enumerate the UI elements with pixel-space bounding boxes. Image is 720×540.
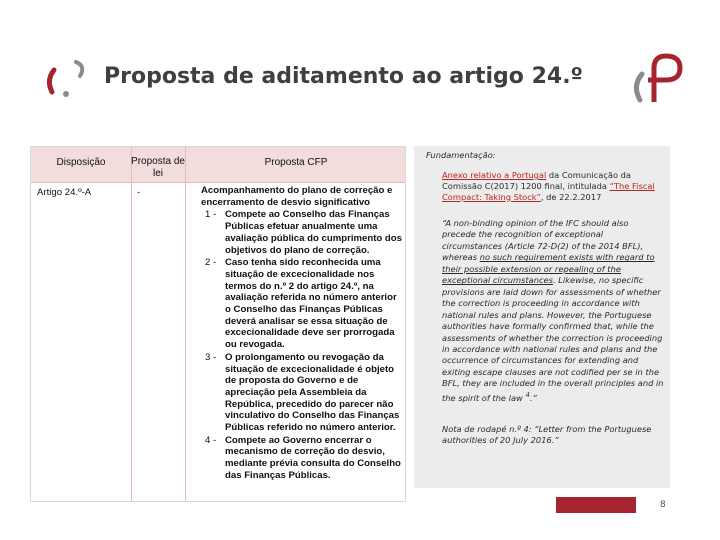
cfp-logo-icon [44, 56, 94, 100]
item-number: 2 - [205, 257, 217, 269]
item-number: 4 - [205, 434, 217, 446]
cfp-brand-logo-icon [628, 50, 686, 108]
proposal-table [30, 146, 406, 502]
list-item [197, 435, 405, 482]
anexo-link[interactable]: Anexo relativo a Portugal [442, 170, 547, 180]
list-item [197, 209, 405, 256]
anexo-date: , de 22.2.2017 [540, 191, 602, 202]
quote-underlined: no such requirement exists with regard to their possible extension or repealing of the exceptional circumstances [442, 252, 655, 286]
header-divider [31, 182, 405, 183]
header-disposicao: Disposição [56, 157, 106, 168]
header-proposta-cfp: Proposta CFP [264, 157, 328, 168]
quote-text: “A non-binding opinion of the IFC should also precede the recognition of exceptional circumstances (Article 72-D(2) of the 2014 BFL), whereas [442, 218, 644, 263]
column-divider [185, 147, 186, 501]
cell-proposta-cfp [197, 185, 405, 482]
list-item [197, 257, 405, 351]
item-text: O prolongamento ou revogação da situação de excecionalidade é objeto de proposta do Governo e de apreciação pela Assembleia da República, precedido do parecer não vinculativo do Conselho das Finanças Públicas referido no número anterior. [225, 351, 400, 434]
column-divider [131, 147, 132, 501]
item-number: 1 - [205, 209, 217, 221]
item-text: Compete ao Governo encerrar o mecanismo de correção do desvio, mediante prévia consulta do Conselho das Finanças Públicas. [225, 434, 401, 481]
header-proposta-lei: Proposta de lei [131, 156, 185, 179]
item-text: Caso tenha sido reconhecida uma situação de excecionalidade nos termos do n.º 2 do artigo 24.º, na avaliação referida no número anterior o Conselho das Finanças Públicas deverá analisar se essa situação de excecionalidade deve ser prorrogada ou revogada. [225, 257, 397, 351]
item-number: 3 - [205, 351, 217, 363]
cell-disposicao: Artigo 24.º-A [37, 187, 92, 198]
footnote-marker: 4 [525, 390, 530, 399]
anexo-text: da Comunicação da Comissão C(2017) 1200 final, intitulada [442, 170, 632, 191]
item-text: Compete ao Conselho das Finanças Públicas efetuar anualmente uma avaliação pública do cumprimento dos objetivos do plano de correção. [225, 209, 402, 256]
cell-proposta-lei: - [137, 187, 141, 198]
list-item [197, 352, 405, 434]
article-heading: Acompanhamento do plano de correção e encerramento de desvio significativo [201, 185, 393, 208]
page-number: 8 [660, 500, 666, 510]
slide-title: Proposta de aditamento ao artigo 24.º [104, 64, 583, 89]
footnote: Nota de rodapé n.º 4: “Letter from the Portuguese authorities of 20 July 2016.” [442, 424, 652, 446]
fundamentacao-panel [414, 146, 670, 488]
anexo-reference [442, 170, 662, 202]
quote-end: .” [529, 392, 537, 403]
anexo-title-link[interactable]: “The Fiscal Compact: Taking Stock” [442, 180, 655, 202]
quote-text: . Likewise, no specific provisions are laid down for assessments of whether the correction is proceeding in accordance with national rules and plans. However, the Portuguese authorities have formally confirmed that, while the assessments of whether the correction is proceeding in accordance with national rules and plans and the occurrence of circumstances for extending and exiting escape clauses are not codified per se in the BFL, they are included in the overall principles and in the spirit of the law [442, 275, 664, 403]
commission-quote [442, 218, 664, 404]
panel-heading: Fundamentação: [426, 150, 496, 160]
footer-accent-bar [556, 497, 636, 513]
